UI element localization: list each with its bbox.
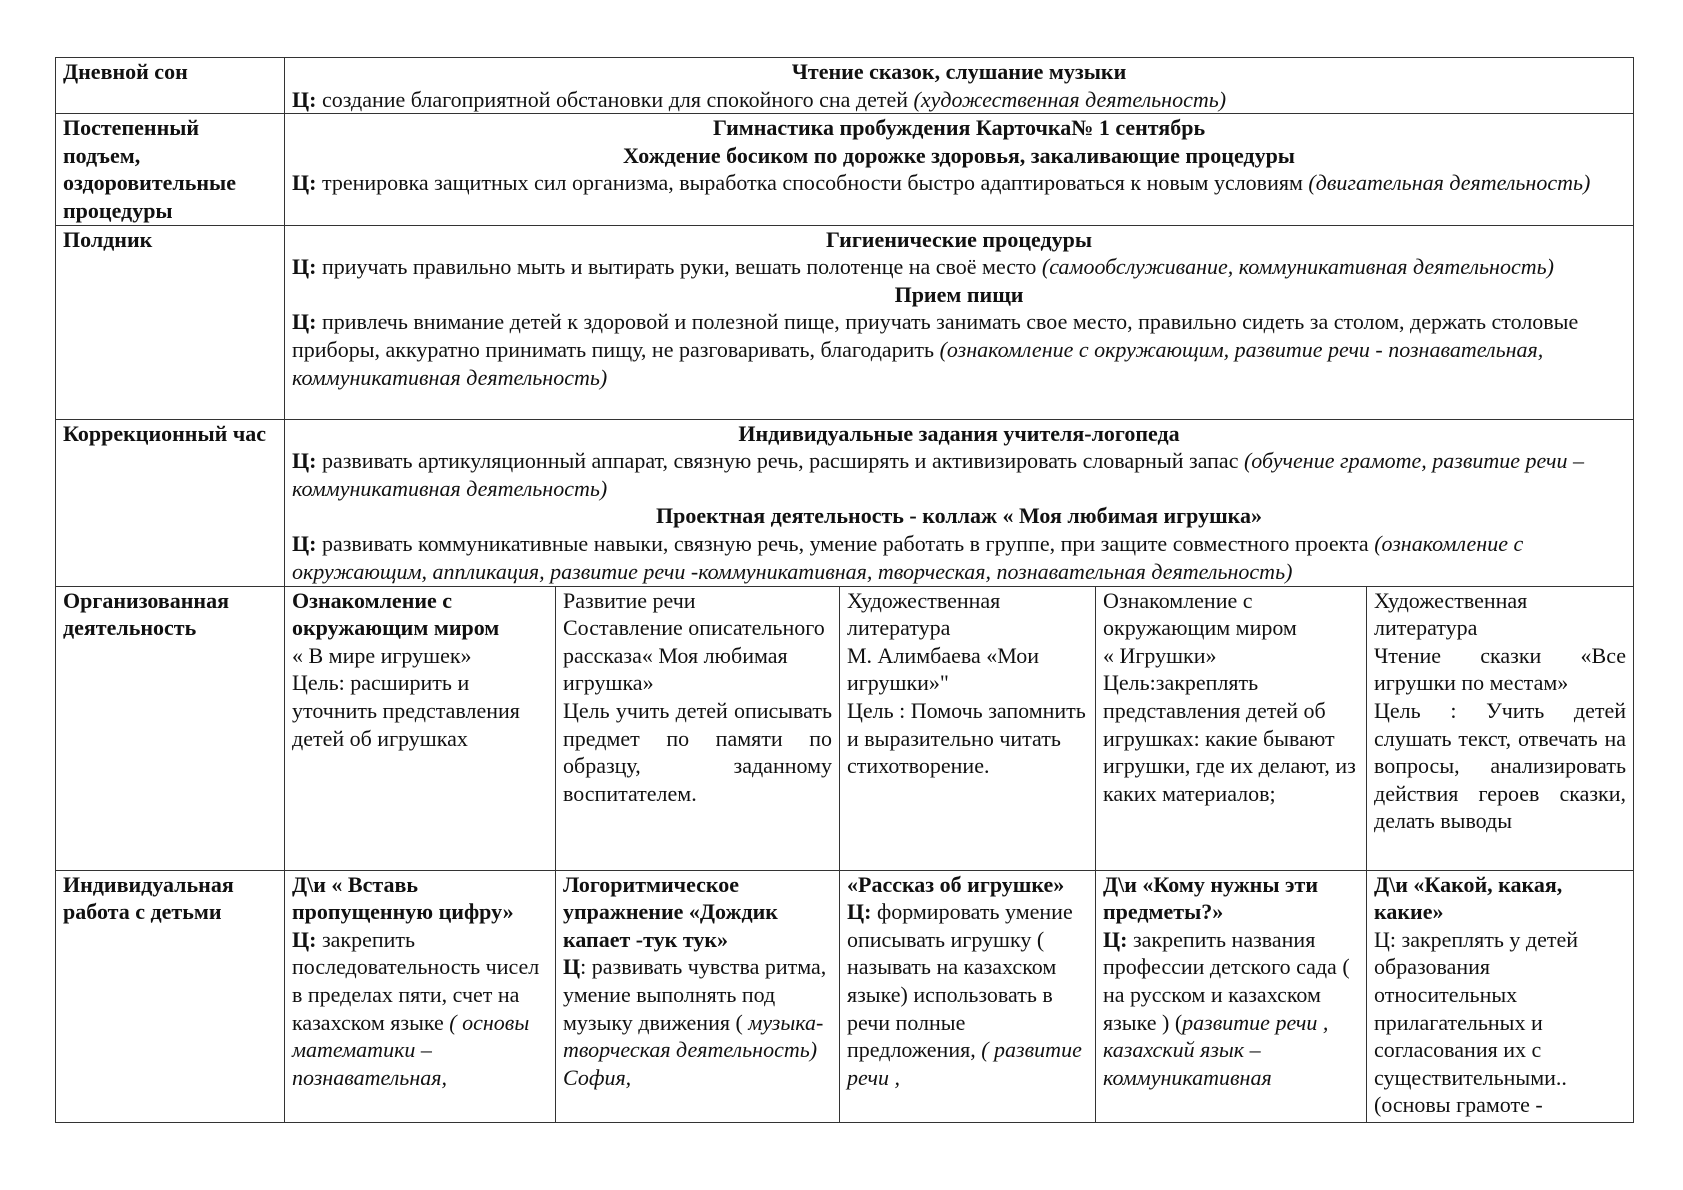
activity-cell xyxy=(1367,586,1634,870)
individual-title: Д\и «Кому нужны эти предметы?» xyxy=(1103,871,1319,925)
row-content xyxy=(285,419,1634,586)
aim-text: Ц: развивать артикуляционный аппарат, связную речь, расширять и активизировать словарный запас (обучение грамоте, развитие речи – коммуникативная деятельность) xyxy=(292,448,1585,501)
row-organized xyxy=(56,586,1634,870)
section-title: Чтение сказок, слушание музыки xyxy=(791,59,1127,84)
individual-cell xyxy=(556,870,840,1122)
individual-aim: Ц: закреплять у детей образования относительных прилагательных и согласования их с существительными.. (основы грамоте - xyxy=(1374,926,1579,1118)
row-content xyxy=(285,225,1634,419)
row-label: Постепенный подъем, оздоровительные процедуры xyxy=(56,114,285,225)
activity-title: Развитие речи xyxy=(563,587,696,613)
activity-topic: « В мире игрушек» xyxy=(292,642,472,668)
activity-aim: Цель учить детей описывать предмет по памяти по образцу, заданному воспитателем. xyxy=(563,697,832,806)
individual-aim: Ц: развивать чувства ритма, умение выполнять под музыку движения ( музыка-творческая деятельность) София, xyxy=(563,954,827,1090)
individual-aim: Ц: закрепить последовательность чисел в пределах пяти, счет на казахском языке ( основы математики – познавательная, xyxy=(292,926,540,1090)
individual-title: Д\и « Вставь пропущенную цифру» xyxy=(292,871,514,925)
row-label: Индивидуальная работа с детьми xyxy=(56,870,285,1122)
row-label: Коррекционный час xyxy=(56,419,285,586)
individual-aim: Ц: закрепить названия профессии детского сада ( на русском и казахском языке ) (развитие речи , казахский язык – коммуникативная xyxy=(1103,926,1350,1090)
activity-topic: М. Алимбаева «Мои игрушки»" xyxy=(847,642,1039,696)
aim-text: Ц: тренировка защитных сил организма, выработка способности быстро адаптироваться к новым условиям (двигательная деятельность) xyxy=(292,170,1591,196)
section-title: Гимнастика пробуждения Карточка№ 1 сентябрь xyxy=(712,115,1206,141)
individual-aim: Ц: формировать умение описывать игрушку ( называть на казахском языке) использовать в речи полные предложения, ( развитие речи , xyxy=(847,899,1082,1090)
section-title: Индивидуальные задания учителя-логопеда xyxy=(738,420,1180,446)
individual-cell xyxy=(285,870,556,1122)
individual-title: Логоритмическое упражнение «Дождик капает -тук тук» xyxy=(563,871,778,952)
activity-topic: « Игрушки» xyxy=(1103,642,1217,668)
section-title: Гигиенические процедуры xyxy=(825,226,1093,252)
row-label: Дневной сон xyxy=(56,58,285,114)
activity-cell xyxy=(840,586,1096,870)
activity-cell xyxy=(1096,586,1367,870)
activity-title: Художественная литература xyxy=(847,587,1001,641)
schedule-sheet xyxy=(55,57,1633,1123)
row-individual xyxy=(56,870,1634,1122)
row-content xyxy=(285,58,1634,114)
activity-aim: Цель:закреплять представления детей об игрушках: какие бывают игрушки, где их делают, из каких материалов; xyxy=(1103,670,1356,806)
row-snack xyxy=(56,225,1634,419)
activity-title: Ознакомление с окружающим миром xyxy=(292,587,500,641)
activity-title: Ознакомление с окружающим миром xyxy=(1103,587,1297,641)
individual-title: Д\и «Какой, какая, какие» xyxy=(1374,871,1563,925)
activity-aim: Цель : Учить детей слушать текст, отвечать на вопросы, анализировать действия героев сказки, делать выводы xyxy=(1374,697,1627,834)
activity-topic: Чтение сказки «Все игрушки по местам» xyxy=(1374,642,1627,696)
individual-cell xyxy=(1367,870,1634,1122)
activity-aim: Цель: расширить и уточнить представления детей об игрушках xyxy=(292,670,520,751)
row-wakeup xyxy=(56,114,1634,225)
aim-text: Ц: привлечь внимание детей к здоровой и полезной пище, приучать занимать свое место, правильно сидеть за столом, держать столовые приборы, аккуратно принимать пищу, не разговаривать, благодарить (ознакомление с окружающим, развитие речи - познавательная, коммуникативная деятельность) xyxy=(292,309,1579,390)
row-correction xyxy=(56,419,1634,586)
activity-title: Художественная литература xyxy=(1374,587,1528,641)
activity-cell xyxy=(285,586,556,870)
section-title: Прием пищи xyxy=(894,281,1024,307)
daily-plan-table xyxy=(55,57,1634,1123)
aim-text: Ц: развивать коммуникативные навыки, связную речь, умение работать в группе, при защите совместного проекта (ознакомление с окружающим, аппликация, развитие речи -коммуникативная, творческая, познавательная деятельность) xyxy=(292,530,1524,584)
individual-title: «Рассказ об игрушке» xyxy=(847,871,1065,897)
individual-cell xyxy=(1096,870,1367,1122)
row-label: Организованная деятельность xyxy=(56,586,285,870)
row-nap xyxy=(56,58,1634,114)
row-content xyxy=(285,114,1634,225)
activity-aim: Цель : Помочь запомнить и выразительно читать стихотворение. xyxy=(847,697,1086,779)
aim-text: Ц: создание благоприятной обстановки для спокойного сна детей (художественная деятельность) xyxy=(292,86,1227,112)
row-label: Полдник xyxy=(56,225,285,419)
section-title: Проектная деятельность - коллаж « Моя любимая игрушка» xyxy=(656,503,1263,529)
individual-cell xyxy=(840,870,1096,1122)
activity-topic: Составление описательного рассказа« Моя любимая игрушка» xyxy=(563,615,825,696)
section-title: Хождение босиком по дорожке здоровья, закаливающие процедуры xyxy=(623,142,1295,168)
activity-cell xyxy=(556,586,840,870)
aim-text: Ц: приучать правильно мыть и вытирать руки, вешать полотенце на своё место (самообслуживание, коммуникативная деятельность) xyxy=(292,254,1554,280)
